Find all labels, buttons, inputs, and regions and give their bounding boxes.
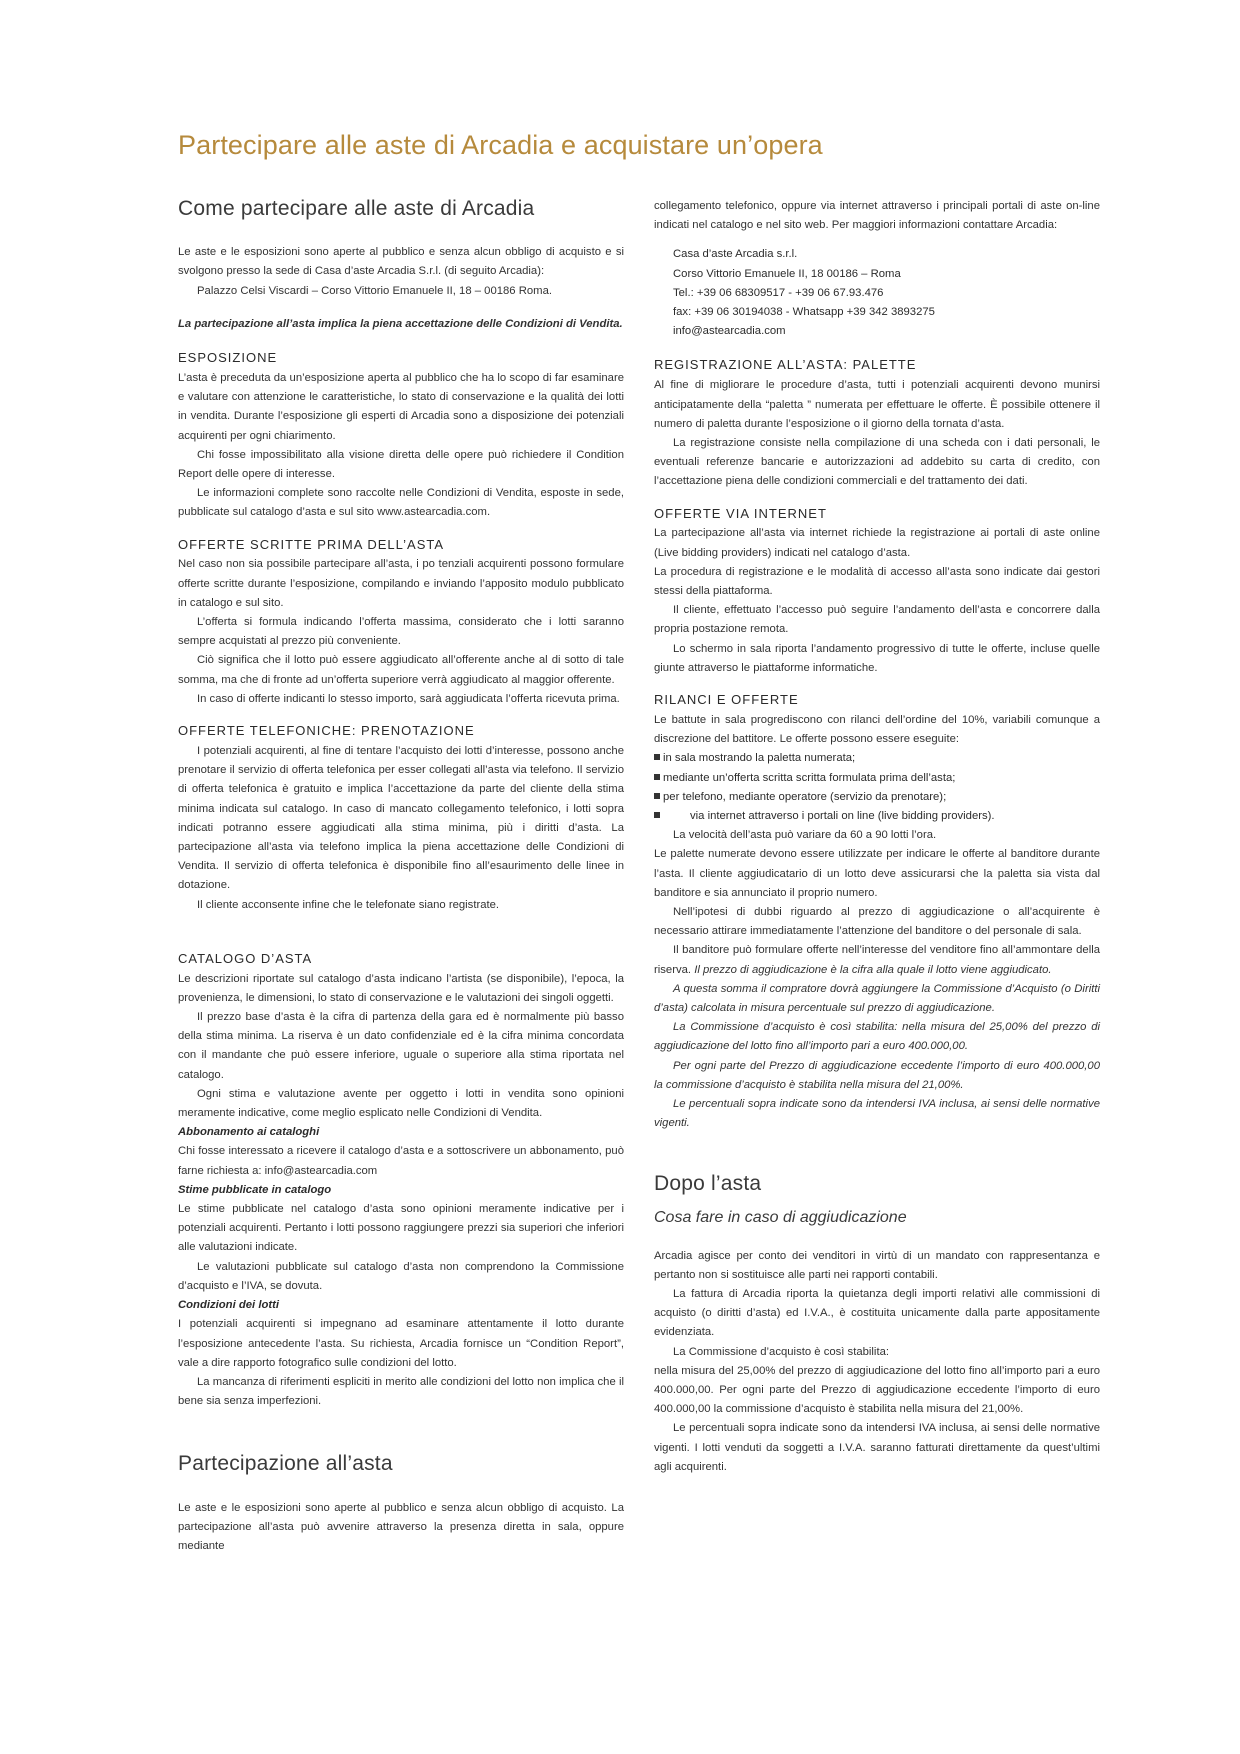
bullet-square-icon	[654, 754, 660, 760]
offerte-telefoniche-paragraph: Il cliente acconsente infine che le telefonate siano registrate.	[197, 898, 500, 911]
heading-partecipazione: Partecipazione all’asta	[178, 1452, 393, 1476]
page-title: Partecipare alle aste di Arcadia e acquistare un’opera	[178, 130, 823, 160]
intro-paragraph: Le aste e le esposizioni sono aperte al pubblico e senza alcun obbligo di acquisto e si svolgono presso la sede di Casa d’aste Arcadia S.r.l. (di seguito Arcadia):	[178, 246, 624, 278]
heading-come-partecipare: Come partecipare alle aste di Arcadia	[178, 197, 535, 220]
bullet-square-icon	[654, 812, 660, 818]
contact-phone: Tel.: +39 06 68309517 - +39 06 67.93.476	[673, 286, 884, 299]
stime-paragraph: Le stime pubblicate nel catalogo d’asta sono opinioni meramente indicative per i potenziali acquirenti. Pertanto i lotti possono raggiungere prezzi sia superiori che inferiori alle valutazioni indicate.	[178, 1203, 624, 1254]
rilanci-paragraph: Le percentuali sopra indicate sono da intendersi IVA inclusa, ai sensi delle normative vigenti.	[654, 1098, 1100, 1130]
rilanci-paragraph: Nell’ipotesi di dubbi riguardo al prezzo di aggiudicazione o all’acquirente è necessario attirare immediatamente l’attenzione del banditore o del personale di sala.	[654, 905, 1100, 938]
catalogo-paragraph: Ogni stima e valutazione avente per oggetto i lotti in vendita sono opinioni meramente indicative, come meglio esplicato nelle Condizioni di Vendita.	[178, 1087, 624, 1120]
contact-email: info@astearcadia.com	[673, 325, 786, 338]
dopo-paragraph: nella misura del 25,00% del prezzo di aggiudicazione del lotto fino all’importo pari a euro 400.000,00. Per ogni parte del Prezzo di aggiudicazione eccedente l’importo di euro 400.000,00 la commissione d’acquisto è stabilita nella misura del 21,00%.	[654, 1364, 1100, 1416]
rilanci-paragraph: La velocità dell’asta può variare da 60 a 90 lotti l’ora.	[673, 829, 937, 842]
dopo-paragraph: Arcadia agisce per conto dei venditori in virtù di un mandato con rappresentanza e pertanto non si sostituisce alle parti nei rapporti contabili.	[654, 1249, 1100, 1281]
contact-intro: collegamento telefonico, oppure via internet attraverso i principali portali di aste on-line indicati nel catalogo e nel sito web. Per maggiori informazioni contattare Arcadia:	[654, 200, 1100, 232]
left-column	[178, 196, 624, 1556]
dopo-paragraph: La Commissione d’acquisto è così stabilita:	[673, 1345, 889, 1358]
heading-registrazione: REGISTRAZIONE ALL’ASTA: PALETTE	[654, 357, 917, 373]
internet-paragraph: Il cliente, effettuato l’accesso può seguire l’andamento dell’asta e concorrere dalla propria postazione remota.	[654, 604, 1100, 636]
list-item: via internet attraverso i portali on line (live bidding providers).	[654, 807, 1100, 826]
internet-paragraph: La partecipazione all’asta via internet richiede la registrazione ai portali di aste online (Live bidding providers) indicati nel catalogo d’asta.	[654, 527, 1100, 559]
contact-address: Corso Vittorio Emanuele II, 18 00186 – Roma	[673, 267, 901, 280]
dopo-paragraph: La fattura di Arcadia riporta la quietanza degli importi relativi alle commissioni di acquisto (o diritti d’asta) ed I.V.A., è costituita unicamente dalla parte appositamente evidenziata.	[654, 1288, 1100, 1339]
offerte-scritte-paragraph: L’offerta si formula indicando l’offerta massima, considerato che i lotti saranno sempre acquistati al prezzo più conveniente.	[178, 616, 624, 648]
condizioni-paragraph: La mancanza di riferimenti espliciti in merito alle condizioni del lotto non implica che il bene sia senza imperfezioni.	[178, 1375, 624, 1408]
intro-address: Palazzo Celsi Viscardi – Corso Vittorio Emanuele II, 18 – 00186 Roma.	[197, 284, 552, 297]
contact-block	[654, 245, 1100, 341]
right-column	[654, 197, 1100, 1477]
rilanci-paragraph: A questa somma il compratore dovrà aggiungere la Commissione d’Acquisto (o Diritti d’asta) calcolata in misura percentuale sul prezzo di aggiudicazione.	[654, 982, 1100, 1014]
label-condizioni: Condizioni dei lotti	[178, 1299, 280, 1312]
rilanci-paragraph: Le battute in sala progrediscono con rilanci dell’ordine del 10%, variabili comunque a discrezione del battitore. Le offerte possono essere eseguite:	[654, 713, 1100, 746]
heading-offerte-telefoniche: OFFERTE TELEFONICHE: PRENOTAZIONE	[178, 723, 475, 739]
registrazione-paragraph: La registrazione consiste nella compilazione di una scheda con i dati personali, le eventuali referenze bancarie e autorizzazioni ad addebito su carta di credito, con l’accettazione piena delle condizioni commerciali e del trattamento dei dati.	[654, 436, 1100, 488]
offerte-scritte-paragraph: In caso di offerte indicanti lo stesso importo, sarà aggiudicata l’offerta ricevuta prima.	[197, 692, 620, 705]
rilanci-paragraph: Per ogni parte del Prezzo di aggiudicazione eccedente l’importo di euro 400.000,00 la commissione d’acquisto è stabilita nella misura del 21,00%.	[654, 1059, 1100, 1091]
acceptance-note: La partecipazione all’asta implica la piena accettazione delle Condizioni di Vendita.	[178, 317, 623, 330]
list-item: per telefono, mediante operatore (servizio da prenotare);	[654, 788, 1100, 807]
condizioni-paragraph: I potenziali acquirenti si impegnano ad esaminare attentamente il lotto durante l’esposizione antecedente l’asta. Su richiesta, Arcadia fornisce un “Condition Report”, vale a dire rapporto fotografico sulle condizioni del lotto.	[178, 1318, 624, 1369]
internet-paragraph: Lo schermo in sala riporta l’andamento progressivo di tutte le offerte, incluse quelle giunte attraverso le piattaforme informatiche.	[654, 642, 1100, 674]
stime-paragraph: Le valutazioni pubblicate sul catalogo d’asta non comprendono la Commissione d’acquisto e l’IVA, se dovuta.	[178, 1260, 624, 1292]
offerte-scritte-paragraph: Nel caso non sia possibile partecipare all’asta, i po tenziali acquirenti possono formulare offerte scritte durante l’esposizione, compilando e inviando l’apposito modulo pubblicato in catalogo e sul sito.	[178, 558, 624, 609]
heading-dopo-asta: Dopo l’asta	[654, 1172, 762, 1196]
contact-fax: fax: +39 06 30194038 - Whatsapp +39 342 3893275	[673, 306, 935, 319]
label-abbonamento: Abbonamento ai cataloghi	[178, 1126, 320, 1139]
catalogo-paragraph: Le descrizioni riportate sul catalogo d’asta indicano l’artista (se disponibile), l’epoca, la provenienza, le dimensioni, lo stato di conservazione e le valutazioni dei singoli oggetti.	[178, 972, 624, 1004]
dopo-paragraph: Le percentuali sopra indicate sono da intendersi IVA inclusa, ai sensi delle normative vigenti. I lotti venduti da soggetti a I.V.A. saranno fatturati direttamente da quest’ultimi agli acquirenti.	[654, 1422, 1100, 1473]
offerte-scritte-paragraph: Ciò significa che il lotto può essere aggiudicato all’offerente anche al di sotto di tale somma, ma che di fronte ad un’offerta superiore verrà aggiudicato al maggior offerente.	[178, 654, 624, 686]
esposizione-paragraph: Le informazioni complete sono raccolte nelle Condizioni di Vendita, esposte in sede, pubblicate sul catalogo d’asta e sul sito www.astearcadia.com.	[178, 487, 624, 519]
abbonamento-paragraph: Chi fosse interessato a ricevere il catalogo d’asta e a sottoscrivere un abbonamento, può farne richiesta a: info@astearcadia.com	[178, 1145, 624, 1177]
list-item: in sala mostrando la paletta numerata;	[654, 749, 1100, 768]
heading-offerte-scritte: OFFERTE SCRITTE PRIMA DELL’ASTA	[178, 536, 445, 552]
contact-company: Casa d’aste Arcadia s.r.l.	[673, 248, 798, 261]
heading-cosa-fare: Cosa fare in caso di aggiudicazione	[654, 1208, 907, 1226]
esposizione-paragraph: Chi fosse impossibilitato alla visione diretta delle opere può richiedere il Condition Report delle opere di interesse.	[178, 448, 624, 480]
catalogo-paragraph: Il prezzo base d’asta è la cifra di partenza della gara ed è normalmente più basso della stima minima. La riserva è un dato confidenziale ed è la cifra minima concordata con il mandante che può essere inferiore, uguale o superiore alla stima riportata nel catalogo.	[178, 1011, 624, 1081]
heading-rilanci: RILANCI E OFFERTE	[654, 692, 799, 708]
rilanci-paragraph: Le palette numerate devono essere utilizzate per indicare le offerte al banditore durante l’asta. Il cliente aggiudicatario di un lotto deve assicurarsi che la paletta sia vista dal banditore e sia annunciato il proprio numero.	[654, 848, 1100, 899]
rilanci-paragraph: Il banditore può formulare offerte nell’interesse del venditore fino all’ammontare della riserva. Il prezzo di aggiudicazione è la cifra alla quale il lotto viene aggiudicato.	[654, 944, 1100, 976]
list-item: mediante un’offerta scritta scritta formulata prima dell’asta;	[654, 769, 1100, 788]
registrazione-paragraph: Al fine di migliorare le procedure d’asta, tutti i potenziali acquirenti devono munirsi anticipatamente della “paletta ” numerata per effettuare le offerte. È possibile ottenere il numero di paletta durante l’esposizione o il giorno della tornata d’asta.	[654, 379, 1100, 430]
heading-esposizione: ESPOSIZIONE	[178, 350, 278, 365]
label-stime: Stime pubblicate in catalogo	[178, 1183, 332, 1196]
internet-paragraph: La procedura di registrazione e le modalità di accesso all’asta sono indicate dai gestori stessi della piattaforma.	[654, 565, 1100, 598]
partecipazione-paragraph: Le aste e le esposizioni sono aperte al pubblico e senza alcun obbligo di acquisto. La partecipazione all’asta può avvenire attraverso la presenza diretta in sala, oppure mediante	[178, 1501, 624, 1552]
heading-offerte-internet: OFFERTE VIA INTERNET	[654, 505, 827, 521]
offerte-telefoniche-paragraph: I potenziali acquirenti, al fine di tentare l’acquisto dei lotti d’interesse, possono anche prenotare il servizio di offerta telefonica per esser collegati all’asta via telefono. Il servizio di offerta telefonica è gratuito e implica l’accettazione da parte del cliente della stima minima indicata sul catalogo. In caso di mancato collegamento telefonico, i lotti sopra indicati potranno essere aggiudicati alla stima minima, più i diritti d’asta. La partecipazione all’asta via telefono implica la piena accettazione delle Condizioni di Vendita. Il servizio di offerta telefonica è disponibile fino all’esaurimento delle linee in dotazione.	[178, 744, 624, 892]
bullet-square-icon	[654, 774, 660, 780]
heading-catalogo: CATALOGO D’ASTA	[178, 950, 313, 966]
esposizione-paragraph: L’asta è preceduta da un’esposizione aperta al pubblico che ha lo scopo di far esaminare e valutare con attenzione le caratteristiche, lo stato di conservazione e la qualità dei lotti in vendita. Durante l’esposizione gli esperti di Arcadia sono a disposizione dei potenziali acquirenti per ogni chiarimento.	[178, 371, 624, 442]
bullet-square-icon	[654, 793, 660, 799]
rilanci-paragraph: La Commissione d’acquisto è così stabilita: nella misura del 25,00% del prezzo di aggiudicazione del lotto fino all’importo pari a euro 400.000,00.	[654, 1021, 1100, 1053]
